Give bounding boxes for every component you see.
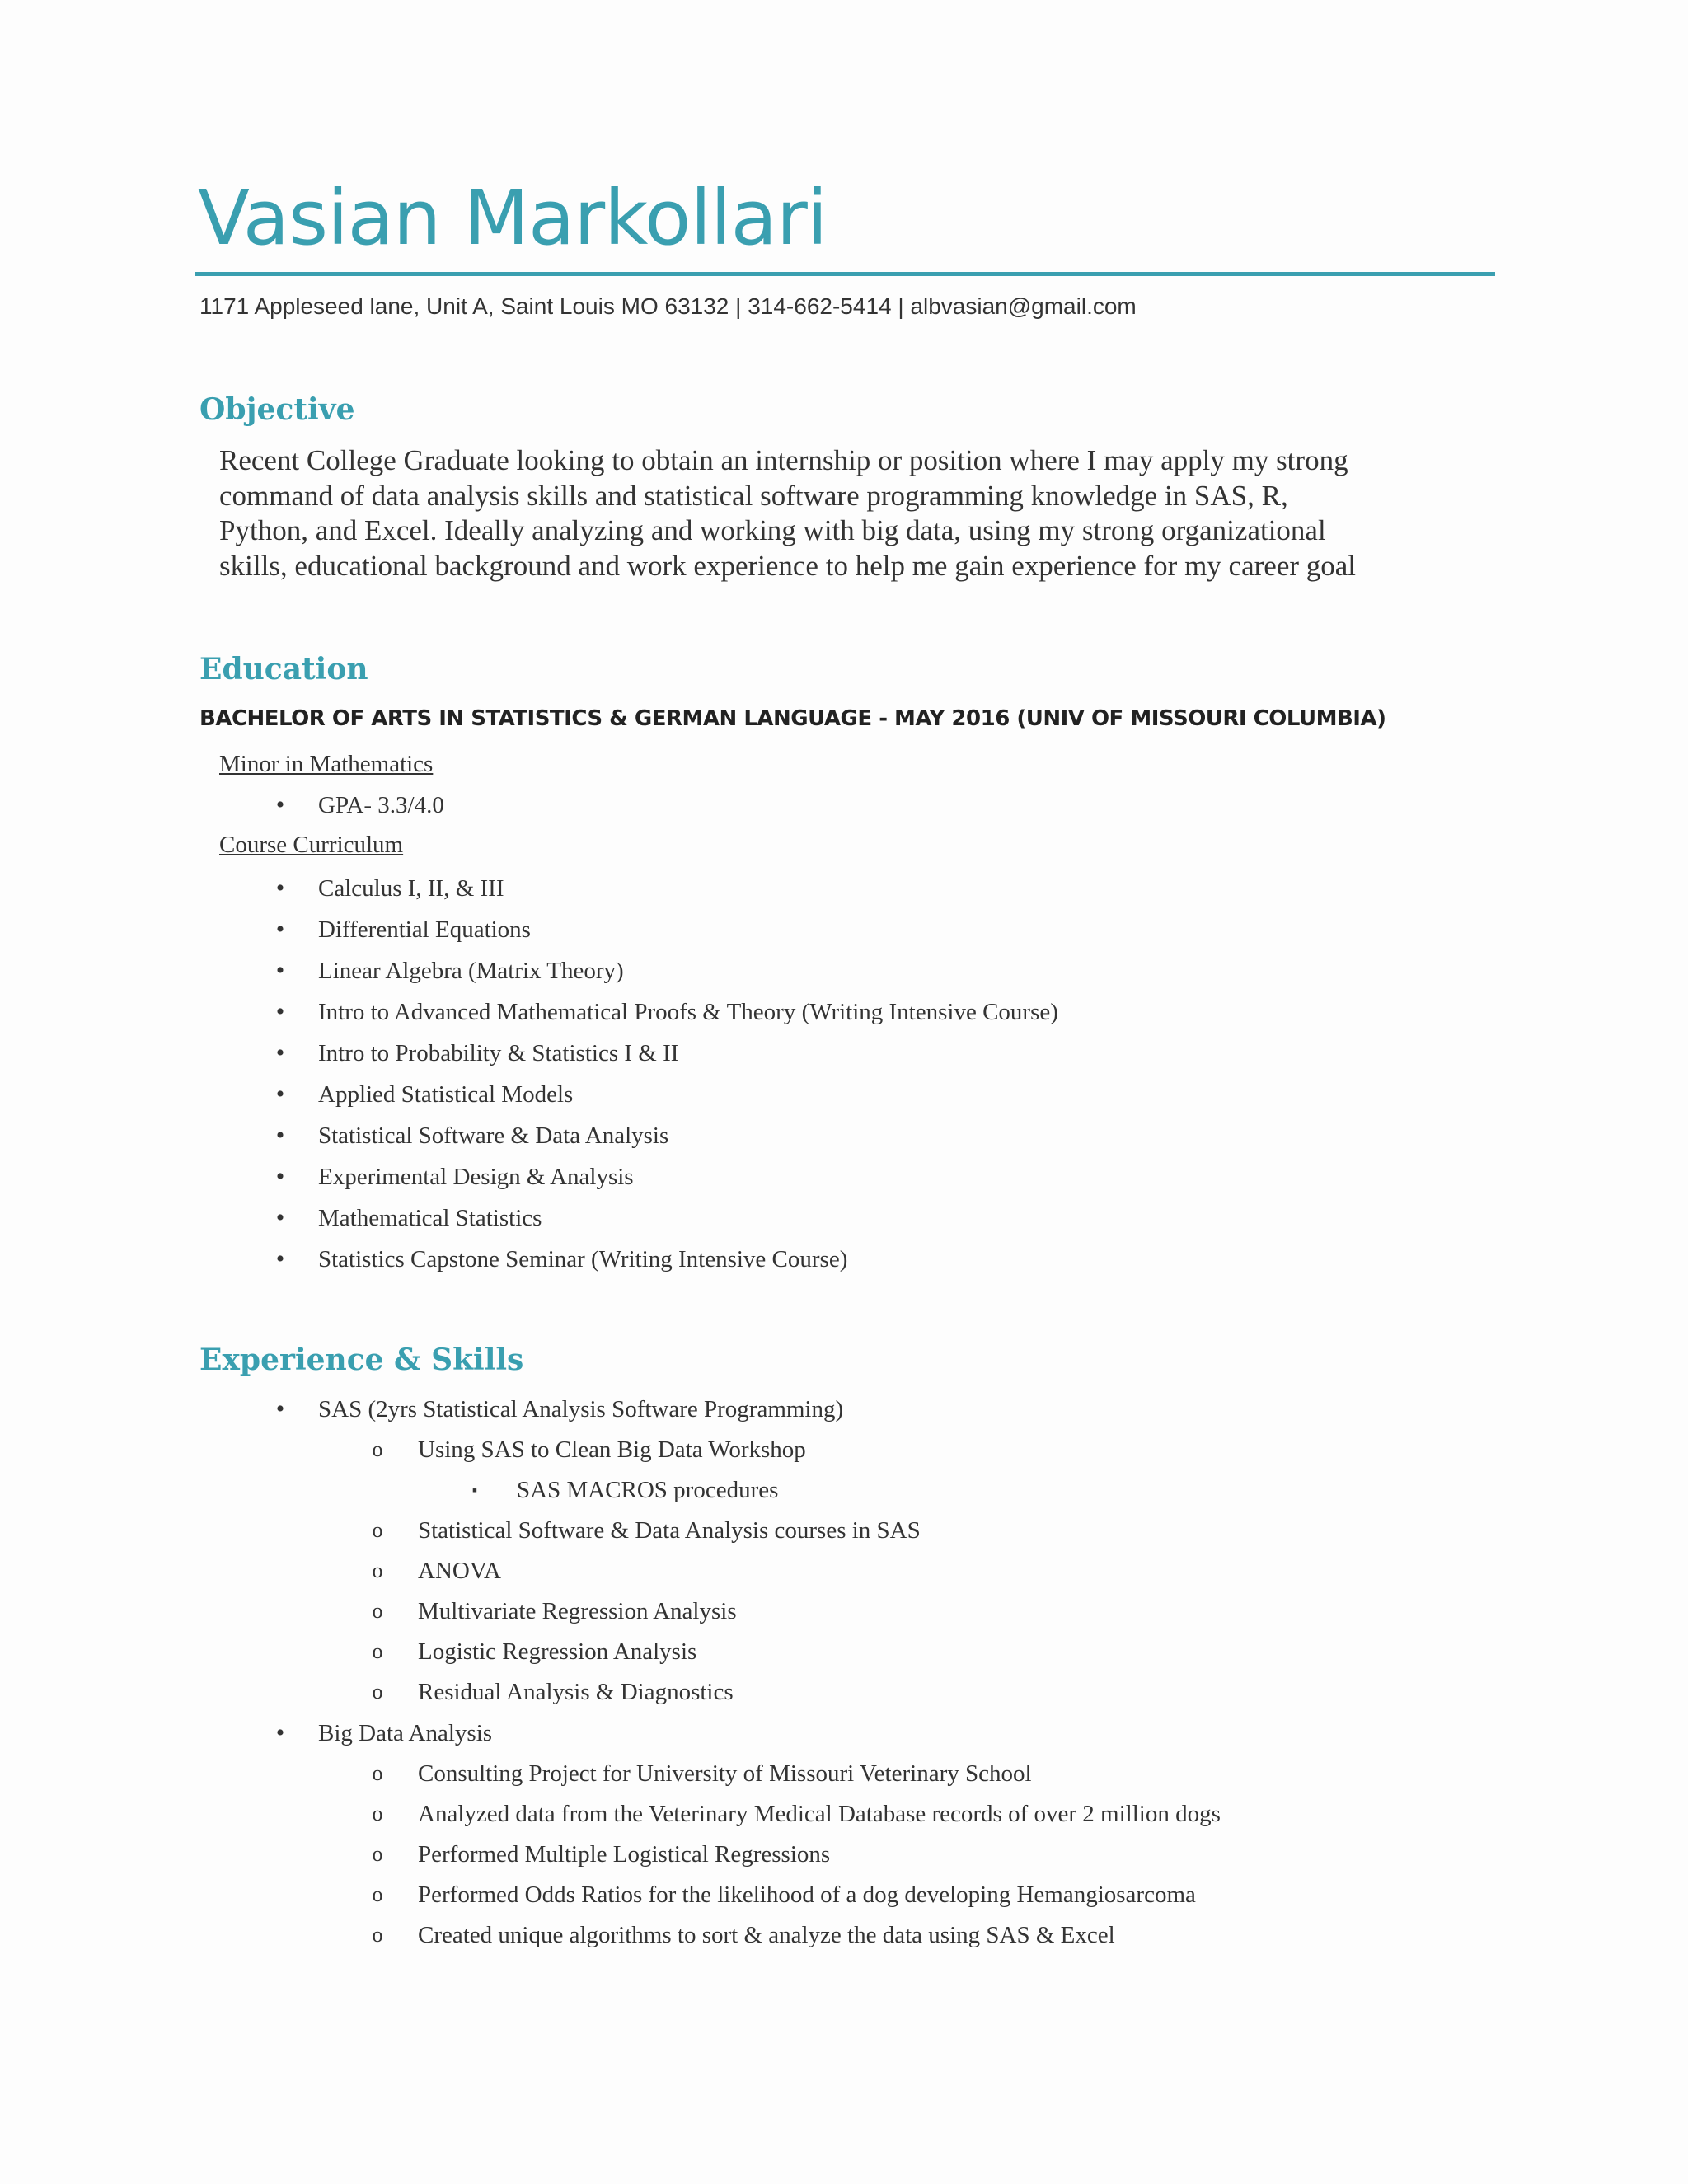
experience-heading: Experience & Skills <box>199 1343 524 1377</box>
circle-bullet-icon: o <box>372 1842 383 1866</box>
bullet-icon: • <box>275 1039 285 1066</box>
education-heading: Education <box>199 652 368 687</box>
bullet-icon: • <box>275 957 285 984</box>
circle-bullet-icon: o <box>372 1558 383 1582</box>
email-address: albvasian@gmail.com <box>910 293 1137 319</box>
circle-bullet-icon: o <box>372 1639 383 1663</box>
phone-number: 314-662-5414 <box>748 293 892 319</box>
degree-title: BACHELOR OF ARTS IN STATISTICS & GERMAN LANGUAGE - MAY 2016 (UNIV OF MISSOURI COLUMBIA) <box>199 706 1386 731</box>
objective-text <box>219 443 1505 583</box>
contact-separator: | <box>735 293 742 319</box>
bullet-icon: • <box>275 1204 285 1231</box>
course-text: Linear Algebra (Matrix Theory) <box>318 958 624 984</box>
circle-bullet-icon: o <box>372 1802 383 1825</box>
course-text: Applied Statistical Models <box>318 1081 574 1108</box>
skill-text: SAS MACROS procedures <box>517 1477 779 1503</box>
minor-label: Minor in Mathematics <box>219 751 434 777</box>
contact-separator: | <box>898 293 904 319</box>
bullet-icon: • <box>275 874 285 902</box>
course-text: Calculus I, II, & III <box>318 875 504 902</box>
minor-item-text: GPA- 3.3/4.0 <box>318 792 444 818</box>
skill-text: Performed Odds Ratios for the likelihood of a dog developing Hemangiosarcoma <box>418 1882 1196 1908</box>
skill-text: Consulting Project for University of Missouri Veterinary School <box>418 1760 1032 1787</box>
course-text: Mathematical Statistics <box>318 1205 542 1231</box>
skill-text: Created unique algorithms to sort & analyze the data using SAS & Excel <box>418 1922 1115 1948</box>
square-bullet-icon: ▪ <box>471 1482 478 1498</box>
skill-text: Using SAS to Clean Big Data Workshop <box>418 1436 806 1463</box>
course-text: Statistics Capstone Seminar (Writing Intensive Course) <box>318 1246 848 1272</box>
bullet-icon: • <box>275 916 285 943</box>
circle-bullet-icon: o <box>372 1923 383 1947</box>
skill-text: Big Data Analysis <box>318 1720 493 1746</box>
course-text: Statistical Software & Data Analysis <box>318 1122 669 1149</box>
bullet-icon: • <box>275 1395 285 1422</box>
objective-line: Recent College Graduate looking to obtain an internship or position where I may apply my strong <box>219 444 1348 476</box>
skill-text: ANOVA <box>418 1558 501 1584</box>
course-text: Intro to Probability & Statistics I & II <box>318 1040 679 1066</box>
circle-bullet-icon: o <box>372 1680 383 1704</box>
skill-text: Residual Analysis & Diagnostics <box>418 1679 734 1705</box>
skill-text: Logistic Regression Analysis <box>418 1638 697 1665</box>
objective-line: Python, and Excel. Ideally analyzing and working with big data, using my strong organizational <box>219 514 1326 546</box>
bullet-icon: • <box>275 1163 285 1190</box>
skill-text: Performed Multiple Logistical Regressions <box>418 1841 831 1868</box>
course-text: Experimental Design & Analysis <box>318 1164 634 1190</box>
circle-bullet-icon: o <box>372 1518 383 1542</box>
bullet-icon: • <box>275 1080 285 1108</box>
skill-text: Analyzed data from the Veterinary Medical Database records of over 2 million dogs <box>418 1801 1221 1827</box>
circle-bullet-icon: o <box>372 1882 383 1906</box>
bullet-icon: • <box>275 1245 285 1272</box>
objective-heading: Objective <box>199 392 355 427</box>
objective-line: command of data analysis skills and statistical software programming knowledge in SAS, R, <box>219 479 1288 512</box>
objective-line: skills, educational background and work experience to help me gain experience for my career goal <box>219 549 1357 582</box>
bullet-icon: • <box>275 1719 285 1746</box>
skill-text: Multivariate Regression Analysis <box>418 1598 737 1624</box>
address: 1171 Appleseed lane, Unit A, Saint Louis MO 63132 <box>199 293 729 319</box>
header-divider <box>195 272 1495 276</box>
skill-text: SAS (2yrs Statistical Analysis Software Programming) <box>318 1396 844 1422</box>
skill-text: Statistical Software & Data Analysis courses in SAS <box>418 1517 921 1544</box>
bullet-icon: • <box>275 791 285 818</box>
bullet-icon: • <box>275 998 285 1025</box>
course-curriculum-label: Course Curriculum <box>219 832 404 858</box>
course-text: Intro to Advanced Mathematical Proofs & Theory (Writing Intensive Course) <box>318 999 1058 1025</box>
contact-line <box>199 288 1137 325</box>
circle-bullet-icon: o <box>372 1599 383 1623</box>
circle-bullet-icon: o <box>372 1761 383 1785</box>
circle-bullet-icon: o <box>372 1437 383 1461</box>
course-text: Differential Equations <box>318 916 531 943</box>
bullet-icon: • <box>275 1122 285 1149</box>
candidate-name: Vasian Markollari <box>198 174 828 262</box>
